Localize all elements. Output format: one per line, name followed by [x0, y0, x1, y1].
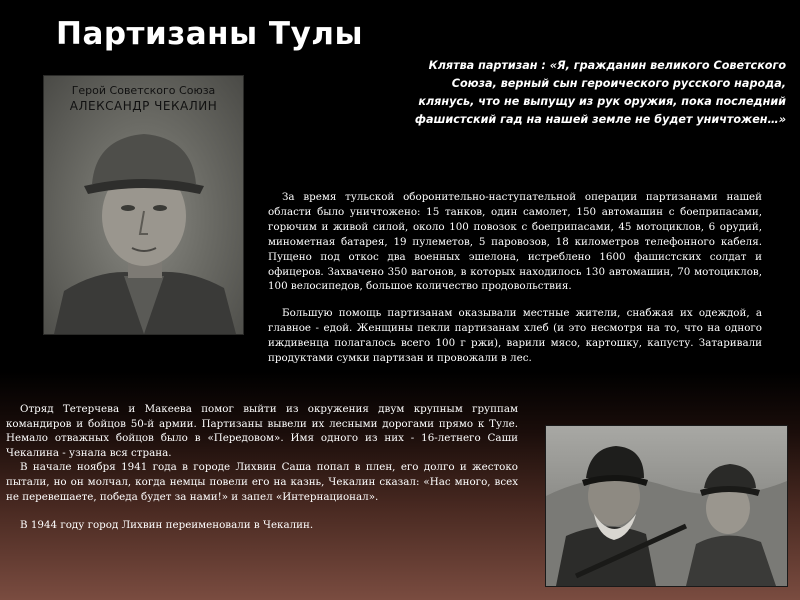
paragraph-local-help: Большую помощь партизанам оказывали местные жители, снабжая их одеждой, а главное - едой. Женщины пекли партизанам хлеб (и это несмотря на то, что на одного иждивенца полагалось всего 100 г ржи), варили мясо, картошку, капусту. Затаривали продуктами сумки партизан и провожали в лес.: [268, 307, 762, 365]
portrait-photo: [43, 75, 244, 335]
partisans-photo: [545, 425, 788, 587]
page-title: Партизаны Тулы: [56, 16, 364, 52]
story-paragraph-rename: В 1944 году город Лихвин переименовали в Чекалин.: [20, 519, 314, 532]
story-paragraph-detachment: Отряд Тетерчева и Макеева помог выйти из окружения двум крупным группам командиров и бойцов 50-й армии. Партизаны вывели их лесными дорогами прямо к Туле. Немало отважных бойцов было в «Передовом». Имя одного из них - 16-летнего Саши Чекалина - узнала вся страна.: [6, 403, 518, 459]
partisans-illustration: [546, 426, 787, 586]
portrait-illustration: [44, 76, 243, 334]
statistics-text: [268, 190, 762, 378]
story-paragraph-capture: В начале ноября 1941 года в городе Лихвин Саша попал в плен, его долго и жестоко пытали, но он молчал, когда немцы повели его на казнь, Чекалин сказал: «Нас много, всех не перевешаете, победа будет за нами!» и запел «Интернационал».: [6, 461, 518, 503]
paragraph-results: За время тульской оборонительно-наступательной операции партизанами нашей области было уничтожено: 15 танков, один самолет, 150 автомашин с боеприпасами, горючим и живой силой, около 100 повозок с боеприпасами, 45 мотоциклов, 6 орудий, минометная батарея, 19 пулеметов, 5 паровозов, 18 километров телефонного кабеля. Пущено под откос два военных эшелона, истреблено 1600 фашистских солдат и офицеров. Захвачено 350 вагонов, в которых находилось 130 автомашин, 70 мотоциклов, 100 велосипедов, большое количество продовольствия.: [268, 191, 762, 293]
chekalin-story-text: [6, 402, 518, 533]
partisan-oath-quote: Клятва партизан : «Я, гражданин великого Советского Союза, верный сын героического русского народа, клянусь, что не выпущу из рук оружия, пока последний фашистский гад на нашей земле не будет уничтожен…»: [414, 59, 786, 126]
portrait-caption-title: Герой Советского Союза: [71, 84, 216, 97]
portrait-caption: [44, 84, 243, 114]
portrait-caption-name: АЛЕКСАНДР ЧЕКАЛИН: [69, 99, 218, 113]
